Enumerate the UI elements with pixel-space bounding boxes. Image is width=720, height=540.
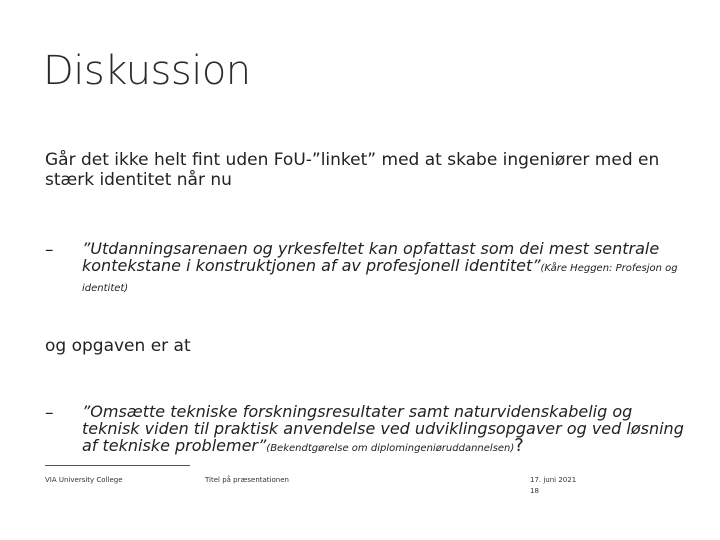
middle-text: og opgaven er at	[45, 336, 191, 356]
slide-title: Diskussion	[43, 48, 251, 94]
bullet-dash: –	[45, 403, 54, 423]
bullet-text	[82, 403, 687, 457]
citation: (Kåre Heggen: Profesjon og identitet)	[82, 263, 678, 294]
quote-text: ”Utdanningsarenaen og yrkesfeltet kan opfattast som dei mest sentrale kontekstane i konstruktjonen af av profesjonell identitet”	[82, 239, 660, 275]
footer-presentation-title: Titel på præsentationen	[205, 476, 289, 484]
quote-text: ”Omsætte tekniske forskningsresultater samt naturvidenskabelig og teknisk viden til praktisk anvendelse ved udviklingsopgaver og ved løsning af tekniske problemer”	[82, 402, 684, 455]
intro-text: Går det ikke helt fint uden FoU-”linket” med at skabe ingeniører med en stærk identitet når nu	[45, 150, 660, 190]
footer-date: 17. juni 2021	[530, 476, 577, 484]
footer-org: VIA University College	[45, 476, 123, 484]
footer-divider	[45, 465, 190, 466]
footer-page-number: 18	[530, 487, 539, 495]
bullet-text	[82, 240, 687, 297]
citation: (Bekendtgørelse om diplomingeniøruddannelsen)	[266, 443, 515, 454]
bullet-dash: –	[45, 240, 54, 260]
question-mark: ?	[514, 435, 524, 456]
